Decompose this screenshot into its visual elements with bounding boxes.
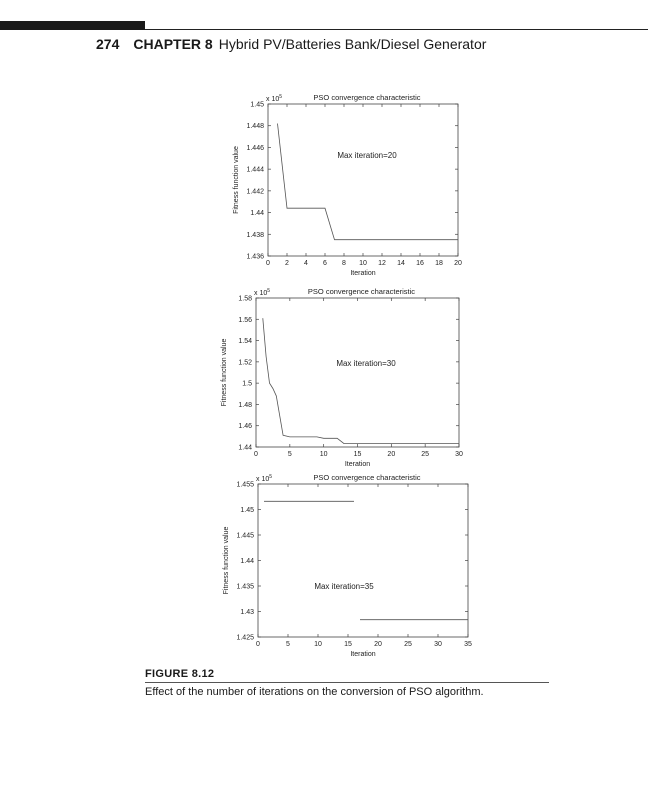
y-tick-label: 1.56 (238, 316, 252, 324)
y-tick-label: 1.448 (246, 123, 264, 131)
y-tick-label: 1.438 (246, 231, 264, 239)
x-tick-label: 15 (353, 451, 362, 458)
y-axis-label: Fitness function value (223, 526, 230, 595)
y-tick-label: 1.54 (238, 338, 252, 346)
x-tick-label: 20 (454, 260, 462, 267)
max-iteration-annotation: Max iteration=20 (337, 151, 397, 160)
x-tick-label: 0 (266, 260, 270, 267)
x-tick-label: 12 (378, 260, 386, 267)
x-tick-label: 25 (404, 641, 412, 648)
x-tick-label: 0 (254, 451, 258, 458)
chart-title: PSO convergence characteristic (307, 287, 416, 296)
y-axis-label: Fitness function value (221, 338, 228, 407)
y-tick-label: 1.46 (238, 423, 252, 431)
y-tick-label: 1.48 (238, 401, 252, 409)
chart-2 (221, 287, 463, 468)
y-tick-label: 1.44 (240, 558, 254, 565)
x-tick-label: 10 (319, 451, 328, 458)
chart-3 (223, 473, 472, 658)
y-tick-label: 1.45 (250, 101, 264, 109)
chart-title: PSO convergence characteristic (313, 93, 421, 102)
x-tick-label: 30 (455, 451, 463, 458)
x-tick-label: 35 (464, 641, 472, 648)
x-tick-label: 16 (416, 260, 424, 267)
chart-1 (233, 93, 462, 277)
plot-frame (256, 298, 459, 447)
x-tick-label: 4 (304, 260, 308, 267)
caption-rule (145, 682, 549, 683)
chapter-title: Hybrid PV/Batteries Bank/Diesel Generator (218, 36, 487, 52)
y-tick-label: 1.5 (242, 380, 252, 388)
y-tick-label: 1.436 (246, 253, 264, 261)
x-tick-label: 10 (359, 260, 367, 267)
plot-frame (268, 104, 458, 256)
x-axis-label: Iteration (344, 461, 371, 468)
x-tick-label: 6 (323, 260, 327, 267)
x-tick-label: 5 (286, 641, 290, 648)
x-tick-label: 20 (374, 641, 382, 648)
figure-caption: Effect of the number of iterations on the conversion of PSO algorithm. (145, 686, 484, 698)
chapter-label: CHAPTER 8 (133, 36, 213, 52)
figure-label: FIGURE 8.12 (145, 668, 215, 680)
max-iteration-annotation: Max iteration=35 (314, 582, 374, 591)
y-multiplier: x $10^5$ (266, 94, 283, 103)
page-number: 274 (96, 36, 120, 52)
y-tick-label: 1.52 (238, 359, 252, 367)
x-axis-label: Iteration (350, 651, 376, 658)
y-tick-label: 1.446 (246, 144, 264, 152)
y-multiplier: x $10^5$ (256, 474, 273, 483)
max-iteration-annotation: Max iteration=30 (336, 359, 396, 368)
x-tick-label: 14 (397, 260, 405, 267)
plot-frame (258, 484, 468, 637)
x-axis-label: Iteration (350, 270, 376, 277)
y-tick-label: 1.425 (236, 634, 254, 642)
x-tick-label: 18 (435, 260, 443, 267)
x-tick-label: 15 (344, 641, 352, 648)
y-multiplier: x $10^5$ (254, 288, 271, 297)
x-tick-label: 30 (434, 641, 442, 648)
x-tick-label: 8 (342, 260, 346, 267)
y-tick-label: 1.44 (238, 444, 252, 452)
x-tick-label: 20 (387, 451, 396, 458)
x-tick-label: 2 (285, 260, 289, 267)
y-tick-label: 1.43 (240, 609, 254, 616)
y-tick-label: 1.45 (240, 507, 254, 514)
x-tick-label: 0 (256, 641, 260, 648)
y-axis-label: Fitness function value (233, 146, 240, 214)
x-tick-label: 5 (287, 451, 292, 458)
y-tick-label: 1.445 (236, 532, 254, 540)
y-tick-label: 1.435 (236, 583, 254, 591)
y-tick-label: 1.44 (250, 210, 264, 218)
y-tick-label: 1.58 (238, 295, 252, 303)
y-tick-label: 1.444 (246, 166, 264, 174)
x-tick-label: 25 (421, 451, 430, 458)
chart-title: PSO convergence characteristic (313, 473, 421, 482)
x-tick-label: 10 (314, 641, 322, 648)
y-tick-label: 1.442 (246, 188, 264, 196)
y-tick-label: 1.455 (236, 481, 254, 489)
